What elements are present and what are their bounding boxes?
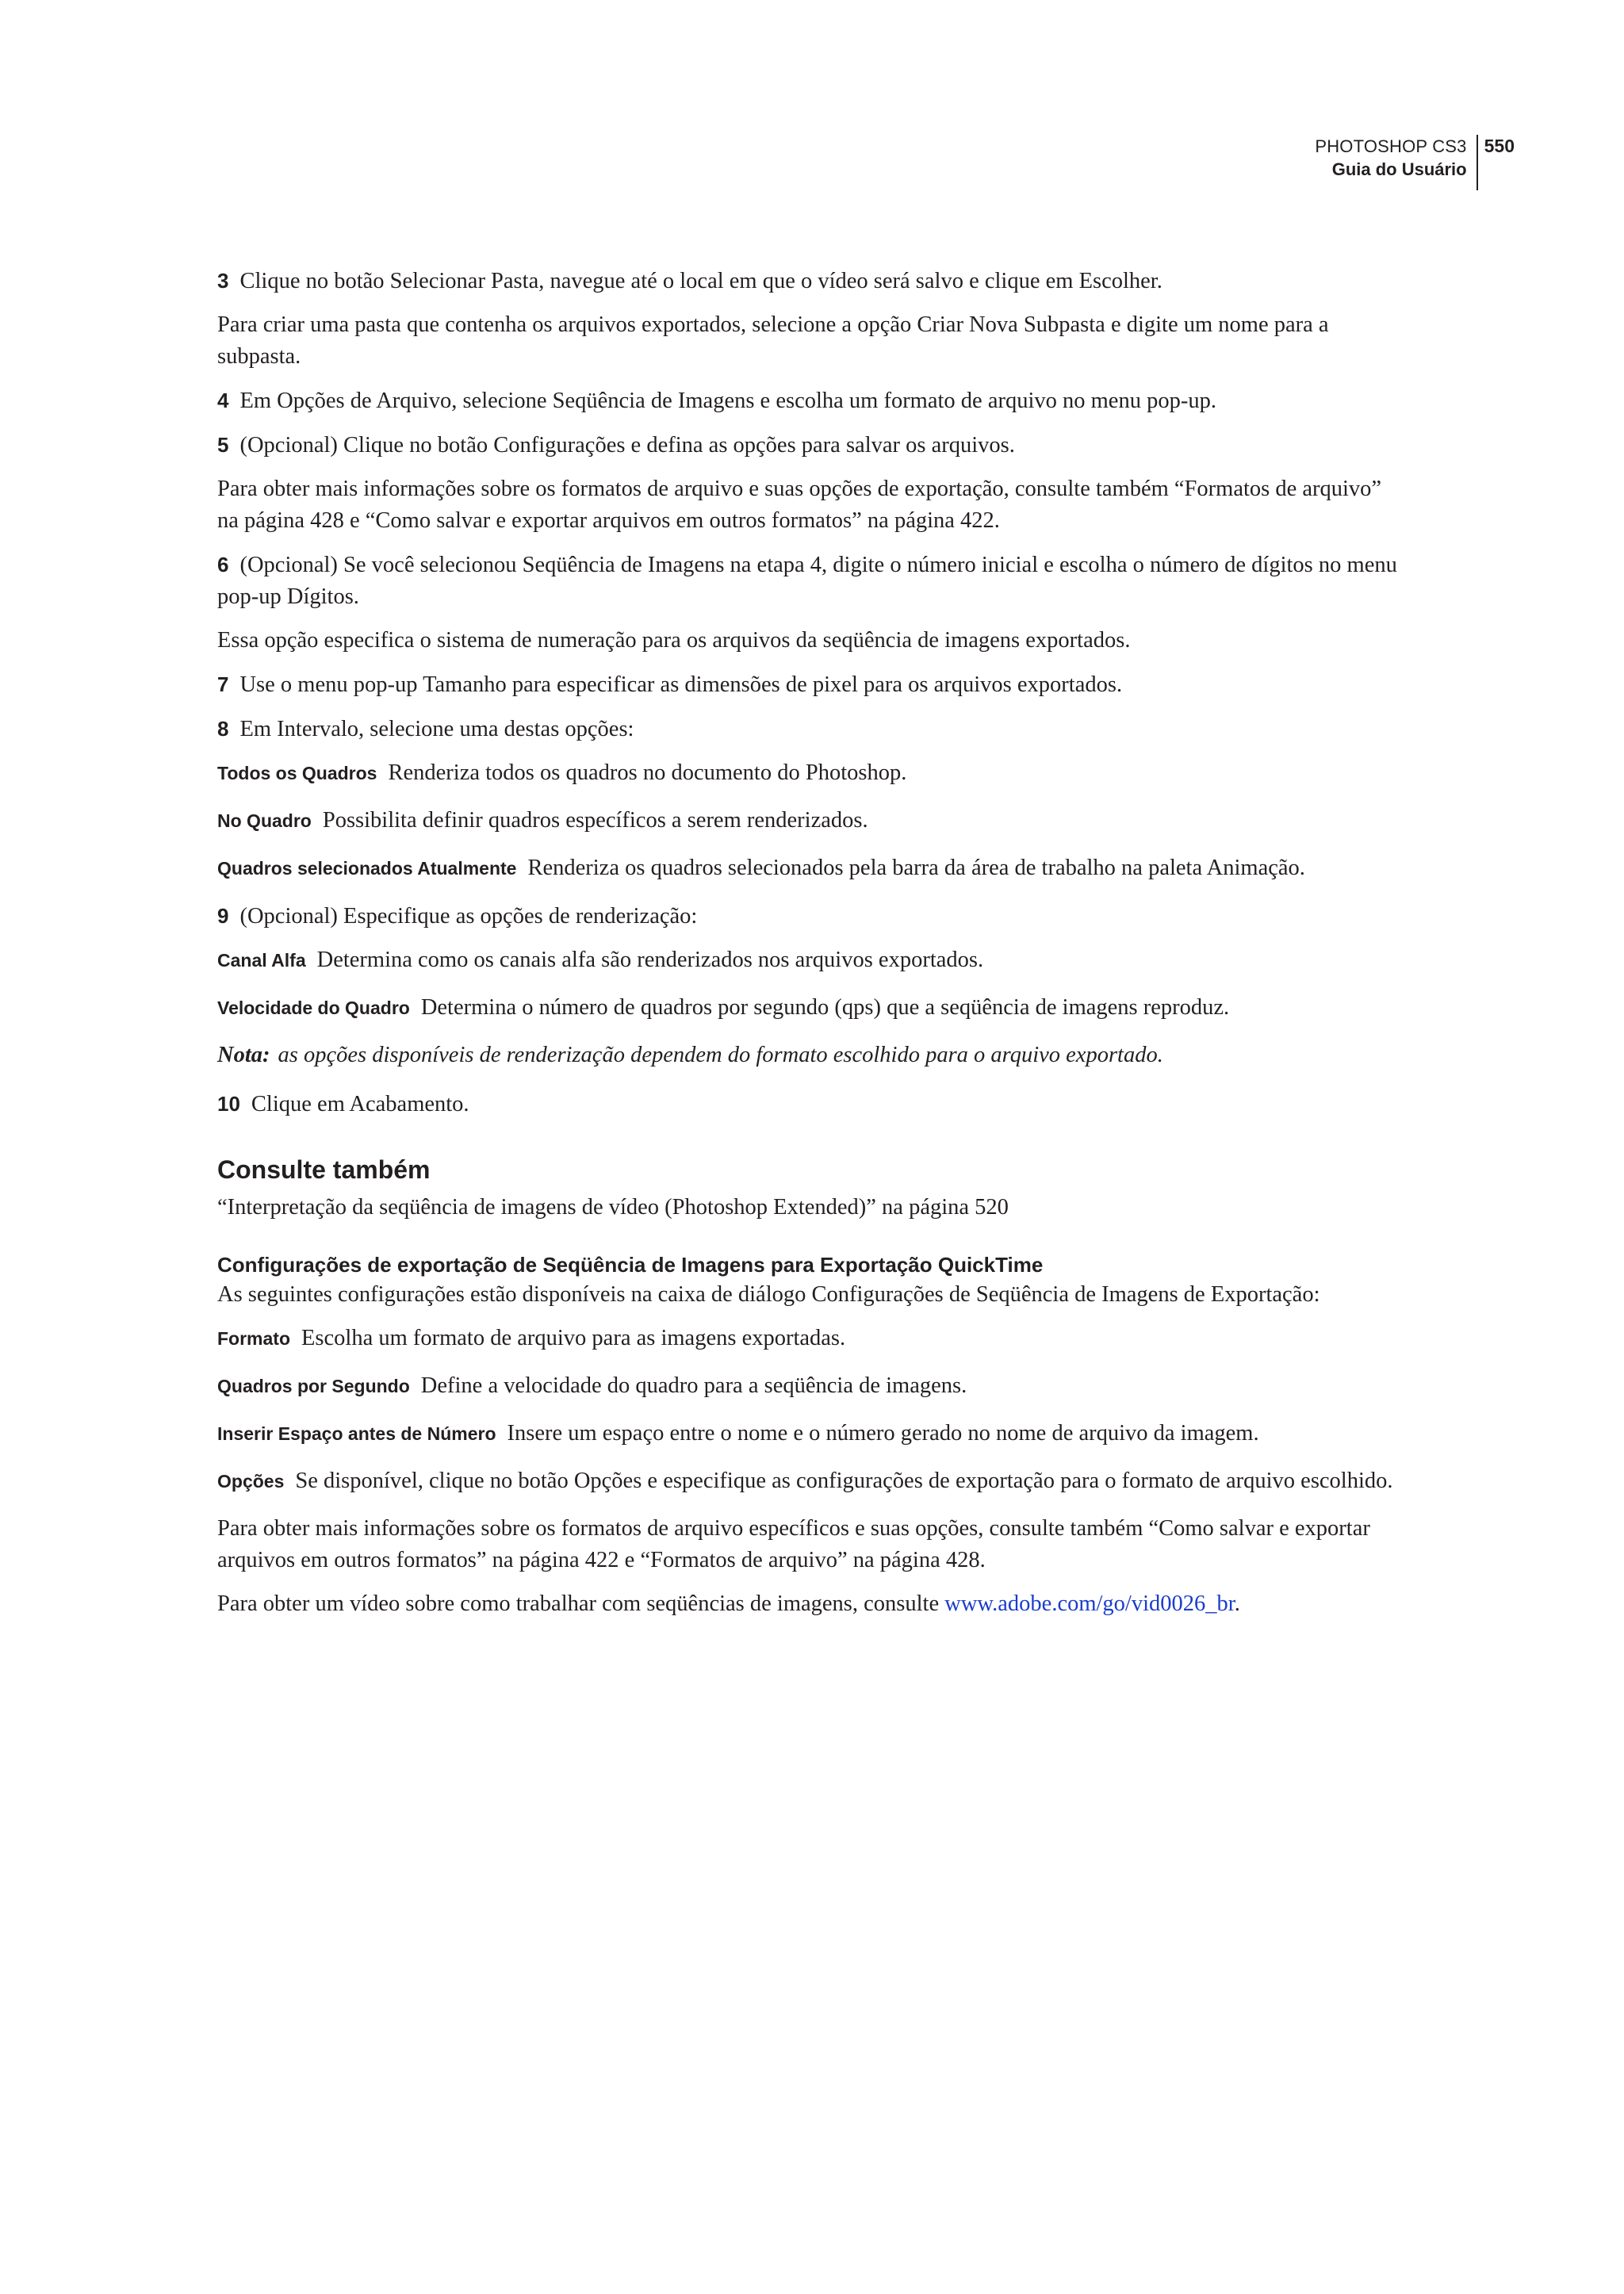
definition-term: No Quadro	[217, 810, 312, 831]
step-4	[217, 385, 1407, 417]
step-number: 7	[217, 672, 229, 696]
step-number: 3	[217, 269, 229, 293]
page-number: 550	[1484, 136, 1515, 156]
definition-quadros-por-segundo	[217, 1370, 1407, 1402]
product-name: PHOTOSHOP CS3	[1315, 136, 1467, 156]
note-text: as opções disponíveis de renderização dependem do formato escolhido para o arquivo exportado.	[278, 1043, 1163, 1067]
paragraph-video	[217, 1588, 1407, 1620]
step-text: Em Opções de Arquivo, selecione Seqüência de Imagens e escolha um formato de arquivo no menu pop-up.	[239, 389, 1216, 413]
definition-term: Todos os Quadros	[217, 763, 377, 783]
paragraph-numbering: Essa opção especifica o sistema de numeração para os arquivos da seqüência de imagens exportados.	[217, 628, 1131, 653]
step-text: Clique em Acabamento.	[251, 1092, 469, 1116]
adobe-video-link[interactable]: www.adobe.com/go/vid0026_br	[944, 1591, 1235, 1616]
video-end: .	[1234, 1591, 1240, 1616]
definition-text: Define a velocidade do quadro para a seqüência de imagens.	[420, 1373, 967, 1398]
section-intro: As seguintes configurações estão disponíveis na caixa de diálogo Configurações de Seqüência de Imagens de Exportação:	[217, 1282, 1320, 1307]
paragraph-more-info: Para obter mais informações sobre os formatos de arquivo específicos e suas opções, consulte também “Como salvar e exportar arquivos em outros formatos” na página 422 e “Formatos de arquivo” na página 428.	[217, 1516, 1370, 1572]
guide-title: Guia do Usuário	[1331, 159, 1467, 179]
definition-formato	[217, 1323, 1407, 1354]
definition-canal-alfa	[217, 944, 1407, 976]
definition-text: Escolha um formato de arquivo para as imagens exportadas.	[301, 1326, 846, 1350]
step-7	[217, 668, 1407, 701]
step-text: Clique no botão Selecionar Pasta, navegue até o local em que o vídeo será salvo e clique em Escolher.	[239, 269, 1162, 293]
step-number: 4	[217, 389, 229, 412]
step-8	[217, 713, 1407, 745]
running-head	[1315, 135, 1476, 190]
step-text: (Opcional) Clique no botão Configurações e defina as opções para salvar os arquivos.	[239, 433, 1015, 458]
step-number: 10	[217, 1092, 240, 1116]
definition-text: Se disponível, clique no botão Opções e especifique as configurações de exportação para o formato de arquivo escolhido.	[295, 1469, 1393, 1493]
definition-text: Renderiza todos os quadros no documento do Photoshop.	[388, 760, 907, 785]
definition-text: Renderiza os quadros selecionados pela barra da área de trabalho na paleta Animação.	[527, 856, 1305, 880]
definition-text: Insere um espaço entre o nome e o número gerado no nome de arquivo da imagem.	[507, 1421, 1259, 1446]
definition-text: Possibilita definir quadros específicos a serem renderizados.	[322, 808, 868, 833]
definition-text: Determina o número de quadros por segundo (qps) que a seqüência de imagens reproduz.	[420, 995, 1230, 1020]
see-also-heading: Consulte também	[217, 1155, 431, 1184]
step-text: Use o menu pop-up Tamanho para especificar as dimensões de pixel para os arquivos exportados.	[239, 672, 1123, 697]
definition-velocidade-do-quadro	[217, 992, 1407, 1024]
step-number: 6	[217, 553, 229, 576]
note-label: Nota:	[217, 1043, 270, 1067]
paragraph-subfolder: Para criar uma pasta que contenha os arquivos exportados, selecione a opção Criar Nova Subpasta e digite um nome para a subpasta.	[217, 312, 1329, 369]
definition-term: Quadros selecionados Atualmente	[217, 858, 517, 879]
step-number: 9	[217, 904, 229, 928]
step-text: Em Intervalo, selecione uma destas opções:	[239, 717, 634, 741]
page-header	[1315, 135, 1515, 190]
step-text: (Opcional) Especifique as opções de renderização:	[239, 904, 698, 929]
definition-inserir-espaco	[217, 1418, 1407, 1450]
definition-term: Quadros por Segundo	[217, 1376, 410, 1396]
definition-term: Velocidade do Quadro	[217, 998, 410, 1018]
step-number: 8	[217, 717, 229, 741]
definition-term: Canal Alfa	[217, 950, 306, 971]
definition-term: Formato	[217, 1328, 290, 1349]
definition-term: Inserir Espaço antes de Número	[217, 1423, 496, 1444]
definition-text: Determina como os canais alfa são renderizados nos arquivos exportados.	[316, 948, 984, 972]
page-body	[217, 265, 1407, 1632]
definition-no-quadro	[217, 805, 1407, 837]
note	[217, 1040, 1407, 1071]
step-number: 5	[217, 433, 229, 457]
step-5	[217, 429, 1407, 461]
step-9	[217, 900, 1407, 933]
definition-term: Opções	[217, 1471, 285, 1492]
see-also-item: “Interpretação da seqüência de imagens de vídeo (Photoshop Extended)” na página 520	[217, 1195, 1009, 1220]
section-heading: Configurações de exportação de Seqüência de Imagens para Exportação QuickTime	[217, 1253, 1044, 1277]
step-6	[217, 549, 1407, 613]
definition-todos-os-quadros	[217, 757, 1407, 789]
video-text: Para obter um vídeo sobre como trabalhar com seqüências de imagens, consulte	[217, 1591, 940, 1616]
definition-opcoes	[217, 1465, 1407, 1497]
step-3	[217, 265, 1407, 297]
paragraph-formats-info: Para obter mais informações sobre os formatos de arquivo e suas opções de exportação, consulte também “Formatos de arquivo” na página 428 e “Como salvar e exportar arquivos em outros formatos” na página 422.	[217, 477, 1382, 533]
step-10	[217, 1088, 1407, 1120]
step-text: (Opcional) Se você selecionou Seqüência de Imagens na etapa 4, digite o número inicial e escolha o número de dígitos no menu pop-up Dígitos.	[217, 553, 1397, 609]
definition-quadros-selecionados	[217, 852, 1407, 884]
